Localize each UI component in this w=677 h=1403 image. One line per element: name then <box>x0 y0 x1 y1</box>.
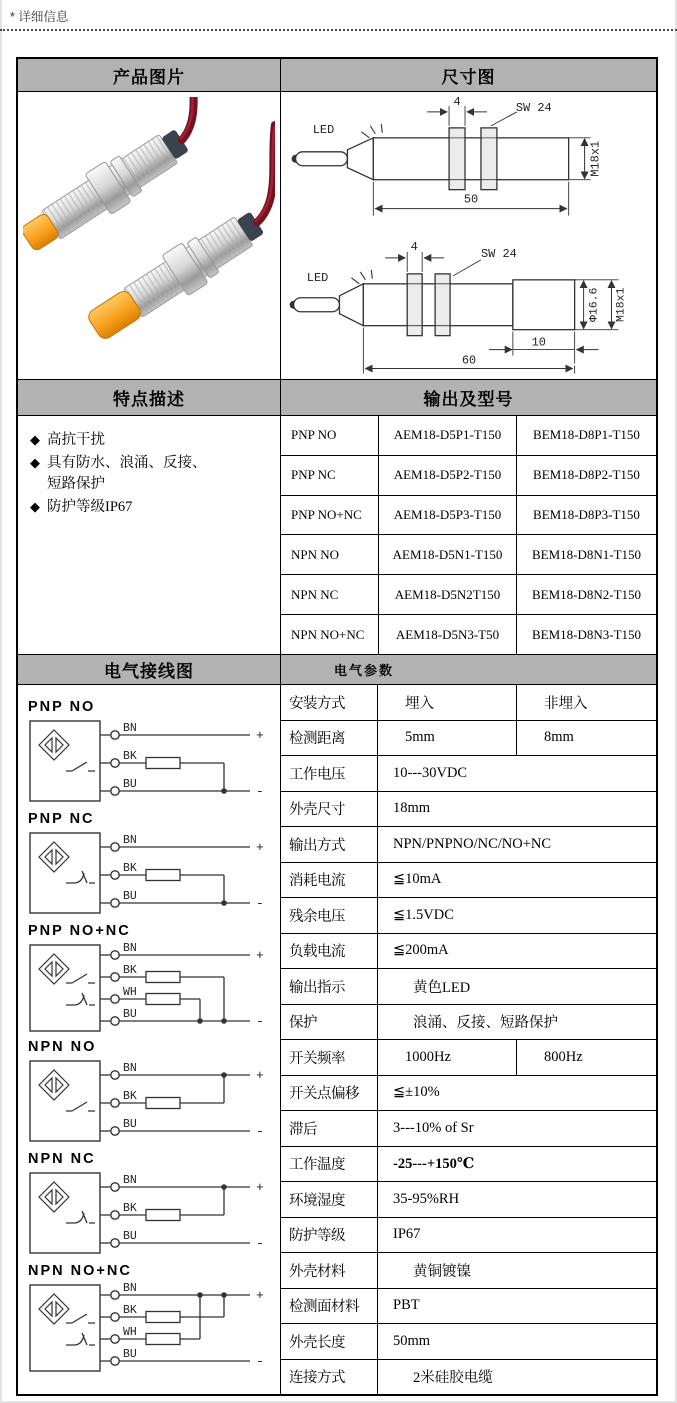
wiring-drawing <box>28 715 280 807</box>
param-row <box>281 826 656 862</box>
model-number-flush: AEM18-D5N1-T150 <box>378 535 516 574</box>
features-list <box>18 416 280 654</box>
dim1-led-label: LED <box>312 122 335 137</box>
svg-text:BU: BU <box>123 1118 137 1131</box>
param-value: 1000Hz <box>377 1040 516 1075</box>
wiring-svg <box>28 1279 278 1375</box>
param-label: 负载电流 <box>289 944 345 961</box>
param-value: 2米硅胶电缆 <box>377 1360 656 1395</box>
model-table <box>280 416 656 654</box>
param-row <box>281 720 656 756</box>
param-row <box>281 1181 656 1217</box>
model-number-nonflush: BEM18-D8N3-T150 <box>516 615 656 654</box>
param-label: 连接方式 <box>289 1370 345 1387</box>
param-label: 工作温度 <box>289 1157 345 1174</box>
param-value: ≦10mA <box>377 863 656 898</box>
svg-text:BN: BN <box>123 1174 137 1187</box>
header-row-bottom <box>18 654 656 684</box>
dim2-diameter-label: Φ16.6 <box>587 287 601 322</box>
param-value: 50mm <box>377 1324 656 1359</box>
param-value: 10---30VDC <box>377 756 656 791</box>
wiring-diagram-npn-nc <box>28 1151 280 1259</box>
model-number-nonflush: BEM18-D8N1-T150 <box>516 535 656 574</box>
param-label: 外壳尺寸 <box>289 802 345 819</box>
model-row <box>281 416 656 455</box>
model-row <box>281 455 656 495</box>
param-label: 开关点偏移 <box>289 1086 359 1103</box>
wiring-drawing <box>28 1279 280 1375</box>
dimension-drawing-nonflush <box>281 236 656 380</box>
svg-text:BU: BU <box>123 1348 137 1361</box>
param-label: 输出方式 <box>289 837 345 854</box>
wiring-diagram-pnp-nc <box>28 811 280 919</box>
param-label: 残余电压 <box>289 908 345 925</box>
feature-item <box>30 430 274 451</box>
param-label: 检测距离 <box>289 731 345 748</box>
model-number-nonflush: BEM18-D8N2-T150 <box>516 575 656 614</box>
param-row <box>281 1146 656 1182</box>
models-row <box>18 415 656 654</box>
svg-text:-: - <box>256 1236 264 1251</box>
svg-text:BN: BN <box>123 942 137 955</box>
model-output-type: PNP NC <box>291 467 336 483</box>
param-label: 安装方式 <box>289 695 345 712</box>
param-row <box>281 968 656 1004</box>
svg-text:+: + <box>256 948 264 963</box>
wiring-title: NPN NO+NC <box>28 1263 132 1279</box>
param-label: 防护等级 <box>289 1228 345 1245</box>
svg-text:BU: BU <box>123 778 137 791</box>
diamond-bullet-icon: ◆ <box>30 499 40 515</box>
param-value: IP67 <box>377 1218 656 1253</box>
svg-text:BU: BU <box>123 890 137 903</box>
svg-text:BK: BK <box>123 1304 137 1317</box>
header-electrical-params: 电气参数 <box>280 655 656 684</box>
header-features: 特点描述 <box>18 380 280 415</box>
svg-text:WH: WH <box>123 1326 137 1339</box>
param-value: 8mm <box>516 721 656 756</box>
svg-text:+: + <box>256 1288 264 1303</box>
svg-text:-: - <box>256 1124 264 1139</box>
param-value: 埋入 <box>377 685 516 720</box>
param-value: 非埋入 <box>516 685 656 720</box>
wiring-drawing <box>28 939 280 1035</box>
param-label: 滞后 <box>289 1121 317 1138</box>
dim1-thread-label: M18x1 <box>588 140 603 177</box>
svg-text:-: - <box>256 1014 264 1029</box>
model-row <box>281 534 656 574</box>
header-dimension-diagram: 尺寸图 <box>280 59 656 91</box>
model-number-nonflush: BEM18-D8P3-T150 <box>516 496 656 535</box>
param-value: NPN/PNPNO/NC/NO+NC <box>377 827 656 862</box>
feature-text: 防护等级IP67 <box>47 499 133 516</box>
visual-row <box>18 91 656 379</box>
model-number-nonflush: BEM18-D8P2-T150 <box>516 456 656 495</box>
param-row <box>281 1288 656 1324</box>
feature-text: 具有防水、浪涌、反接、短路保护 <box>47 455 207 493</box>
model-number-flush: AEM18-D5N3-T50 <box>378 615 516 654</box>
dim2-nut-width: 4 <box>410 239 418 254</box>
product-photo <box>18 92 280 379</box>
param-row <box>281 933 656 969</box>
header-wiring: 电气接线图 <box>18 655 280 684</box>
param-row <box>281 1217 656 1253</box>
param-table <box>280 685 656 1394</box>
dim2-wrench-size: SW 24 <box>480 246 517 261</box>
param-value: ≦±10% <box>377 1076 656 1111</box>
param-row <box>281 1359 656 1395</box>
dim2-length-label: 60 <box>461 353 477 368</box>
spec-table <box>16 57 658 1396</box>
wiring-svg <box>28 715 278 807</box>
svg-text:BN: BN <box>123 834 137 847</box>
svg-text:BU: BU <box>123 1230 137 1243</box>
param-value: 5mm <box>377 721 516 756</box>
wiring-svg <box>28 1167 278 1259</box>
param-value: 3---10% of Sr <box>377 1111 656 1146</box>
param-value: ≦200mA <box>377 934 656 969</box>
param-value: 800Hz <box>516 1040 656 1075</box>
svg-text:-: - <box>256 1354 264 1369</box>
param-row <box>281 1252 656 1288</box>
model-output-type: NPN NC <box>291 586 339 602</box>
param-row <box>281 791 656 827</box>
wiring-diagram-pnp-no-nc <box>28 923 280 1035</box>
svg-text:BK: BK <box>123 964 137 977</box>
detail-info-label: * 详细信息 <box>10 10 69 24</box>
feature-item <box>30 497 274 518</box>
diamond-bullet-icon: ◆ <box>30 432 40 447</box>
header-row-top <box>18 59 656 91</box>
dimension-diagrams <box>280 92 656 379</box>
wiring-title: PNP NO <box>28 699 96 715</box>
wiring-drawing <box>28 827 280 919</box>
header-row-mid <box>18 379 656 415</box>
param-value: PBT <box>377 1289 656 1324</box>
dim1-length-label: 50 <box>463 192 479 207</box>
model-number-flush: AEM18-D5N2T150 <box>378 575 516 614</box>
model-row <box>281 495 656 535</box>
model-number-flush: AEM18-D5P3-T150 <box>378 496 516 535</box>
param-label: 检测面材料 <box>289 1299 359 1316</box>
wiring-title: PNP NC <box>28 811 95 827</box>
svg-text:BK: BK <box>123 862 137 875</box>
param-label: 环境湿度 <box>289 1192 345 1209</box>
svg-text:BK: BK <box>123 750 137 763</box>
param-row <box>281 755 656 791</box>
param-row <box>281 1110 656 1146</box>
model-output-type: PNP NO+NC <box>291 507 362 523</box>
param-value: 黄铜镀镍 <box>377 1253 656 1288</box>
svg-text:-: - <box>256 896 264 911</box>
param-value: ≦1.5VDC <box>377 898 656 933</box>
wiring-drawing <box>28 1055 280 1147</box>
wiring-svg <box>28 827 278 919</box>
feature-text: 高抗干扰 <box>47 432 105 448</box>
param-row <box>281 1039 656 1075</box>
param-row <box>281 1075 656 1111</box>
model-number-flush: AEM18-D5P2-T150 <box>378 456 516 495</box>
dim2-head-length-label: 10 <box>531 335 546 350</box>
svg-text:BU: BU <box>123 1008 137 1021</box>
product-photo-image <box>23 97 275 375</box>
wiring-title: PNP NO+NC <box>28 923 131 939</box>
dotted-divider <box>0 29 677 31</box>
model-number-nonflush: BEM18-D8P1-T150 <box>516 416 656 455</box>
model-row <box>281 614 656 654</box>
param-label: 外壳长度 <box>289 1334 345 1351</box>
param-value: 浪涌、反接、短路保护 <box>377 1005 656 1040</box>
header-product-image: 产品图片 <box>18 59 280 91</box>
diamond-bullet-icon: ◆ <box>30 455 40 471</box>
model-number-flush: AEM18-D5P1-T150 <box>378 416 516 455</box>
param-row <box>281 685 656 720</box>
svg-text:WH: WH <box>123 986 137 999</box>
param-label: 外壳材料 <box>289 1263 345 1280</box>
svg-text:BK: BK <box>123 1090 137 1103</box>
dim1-nut-width: 4 <box>453 94 461 109</box>
param-label: 保护 <box>289 1015 317 1032</box>
param-label: 消耗电流 <box>289 873 345 890</box>
wiring-diagram-npn-no <box>28 1039 280 1147</box>
svg-text:BN: BN <box>123 1062 137 1075</box>
wiring-drawing <box>28 1167 280 1259</box>
model-row <box>281 574 656 614</box>
param-row <box>281 1323 656 1359</box>
svg-text:BK: BK <box>123 1202 137 1215</box>
model-output-type: NPN NO <box>291 546 340 562</box>
param-row <box>281 897 656 933</box>
wiring-svg <box>28 939 278 1035</box>
dimension-drawing-flush <box>281 92 656 236</box>
dim1-wrench-size: SW 24 <box>515 100 552 115</box>
wiring-title: NPN NC <box>28 1151 96 1167</box>
wiring-title: NPN NO <box>28 1039 97 1055</box>
param-value: 18mm <box>377 792 656 827</box>
params-row <box>18 684 656 1394</box>
wiring-diagrams <box>18 685 280 1394</box>
dim2-led-label: LED <box>306 270 329 285</box>
feature-item <box>30 453 274 495</box>
param-row <box>281 1004 656 1040</box>
param-label: 工作电压 <box>289 766 345 783</box>
svg-text:BN: BN <box>123 722 137 735</box>
param-value: 黄色LED <box>377 969 656 1004</box>
wiring-diagram-pnp-no <box>28 699 280 807</box>
svg-text:+: + <box>256 728 264 743</box>
svg-text:+: + <box>256 840 264 855</box>
wiring-diagram-npn-no-nc <box>28 1263 280 1375</box>
model-output-type: PNP NO <box>291 427 337 443</box>
param-row <box>281 862 656 898</box>
param-label: 开关频率 <box>289 1050 345 1067</box>
header-output-models: 输出及型号 <box>280 380 656 415</box>
model-output-type: NPN NO+NC <box>291 626 365 642</box>
param-value: 35-95%RH <box>377 1182 656 1217</box>
dim2-thread-label: M18x1 <box>614 287 628 322</box>
svg-text:+: + <box>256 1180 264 1195</box>
param-label: 输出指示 <box>289 979 345 996</box>
param-value: -25---+150℃ <box>377 1147 656 1182</box>
wiring-svg <box>28 1055 278 1147</box>
svg-text:-: - <box>256 784 264 799</box>
svg-text:+: + <box>256 1068 264 1083</box>
svg-text:BN: BN <box>123 1282 137 1295</box>
